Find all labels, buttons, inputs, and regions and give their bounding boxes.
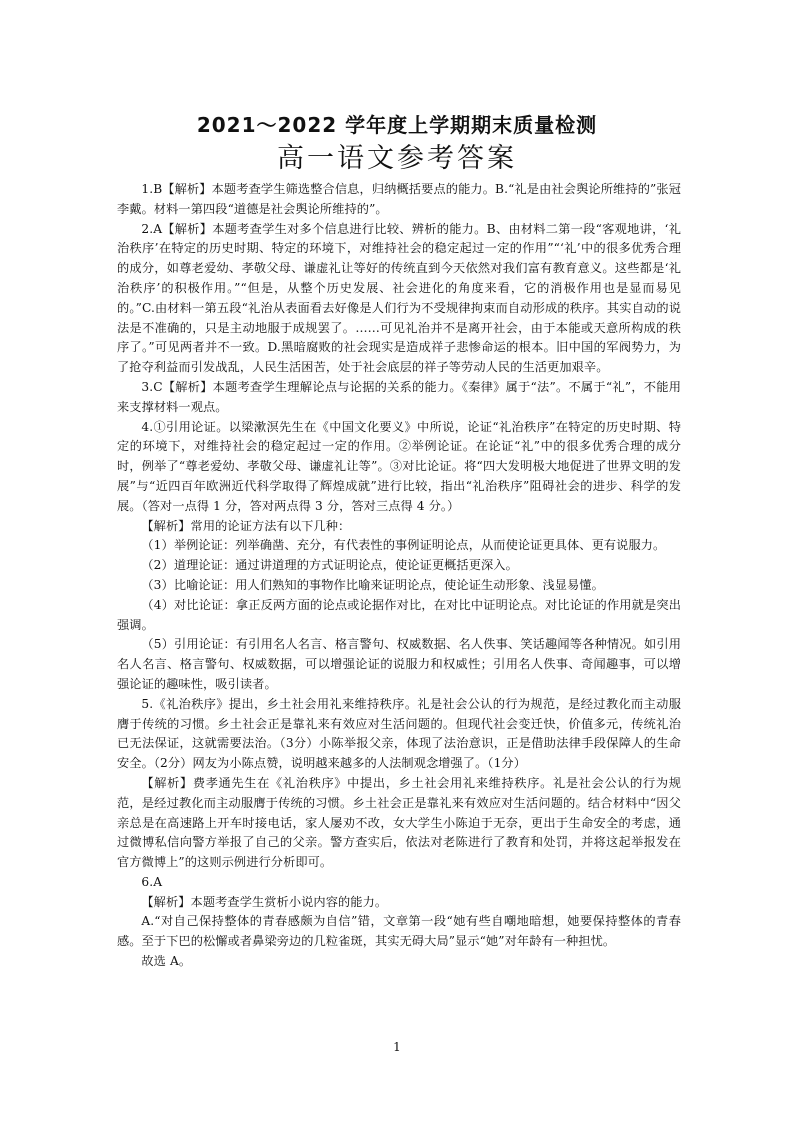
conclusion-line: 故选 A。 [141, 954, 192, 969]
method-item: （5）引用论证：有引用名人名言、格言警句、权威数据、名人佚事、笑话趣闻等各种情况。如引用名人名言、格言警句、权威数据，可以增强论证的说服力和权威性；引用名人佚事、奇闻趣事，可以增强论证的趣味性，吸引读者。 [117, 637, 681, 691]
analysis-heading: 【解析】本题考查学生赏析小说内容的能力。 [141, 894, 388, 909]
answer-body [117, 180, 681, 972]
document-title: 2021～2022 学年度上学期期末质量检测 [196, 113, 598, 137]
answer-paragraph: 2.A【解析】本题考查学生对多个信息进行比较、辨析的能力。B、由材料二第一段“客观地讲，‘礼治秩序’在特定的历史时期、特定的环境下，对维持社会的稳定起过一定的作用”“‘礼’中的很多优秀合理的成分，如尊老爱幼、孝敬父母、谦虚礼让等好的传统直到今天依然对我们富有教育意义。这些都是‘礼治秩序’的积极作用。”“但是，从整个历史发展、社会进化的角度来看，它的消极作用也是显而易见的。”C.由材料一第五段“礼治从表面看去好像是人们行为不受规律拘束而自动形成的秩序。其实自动的说法是不准确的，只是主动地服于成规罢了。……可见礼治并不是离开社会，由于本能或天意所构成的秩序了。”可见两者并不一致。D.黑暗腐败的社会现实是造成祥子悲惨命运的根本。旧中国的军阀势力，为了抢夺利益而引发战乱，人民生活困苦，处于社会底层的祥子等劳动人民的生活更加艰辛。 [117, 221, 681, 375]
document-subtitle: 高一语文参考答案 [277, 143, 517, 174]
answer-paragraph: 6.A [141, 874, 163, 889]
page-number: 1 [393, 1040, 401, 1054]
analysis-paragraph: 【解析】费孝通先生在《礼治秩序》中提出，乡土社会用礼来维持秩序。礼是社会公认的行为规范，是经过教化而主动服膺于传统的习惯。乡土社会正是靠礼来有效应对生活问题的。结合材料中“因父亲总是在高速路上开车时接电话，家人屡劝不改，女大学生小陈迫于无奈，更出于生命安全的考虑，通过微博私信向警方举报了自己的父亲。警方查实后，依法对老陈进行了教育和处罚，并将这起举报发在官方微博上”的这则示例进行分析即可。 [117, 775, 681, 870]
method-item: （1）举例论证：列举确凿、充分，有代表性的事例证明论点，从而使论证更具体、更有说服力。 [141, 538, 666, 553]
method-item: （3）比喻论证：用人们熟知的事物作比喻来证明论点，使论证生动形象、浅显易懂。 [141, 577, 604, 592]
analysis-heading: 【解析】常用的论证方法有以下几种： [141, 518, 351, 533]
answer-paragraph: 3.C【解析】本题考查学生理解论点与论据的关系的能力。《秦律》属于“法”。不属于“礼”，不能用来支撑材料一观点。 [117, 379, 681, 414]
answer-paragraph: 4.①引用论证。以梁漱溟先生在《中国文化要义》中所说，论证“礼治秩序”在特定的历史时期、特定的环境下，对维持社会的稳定起过一定的作用。②举例论证。在论证“礼”中的很多优秀合理的成分时，例举了“尊老爱幼、孝敬父母、谦虚礼让等”。③对比论证。将“四大发明极大地促进了世界文明的发展”与“近四百年欧洲近代科学取得了辉煌成就”进行比较，指出“礼治秩序”阻碍社会的进步、科学的发展。（答对一点得 1 分，答对两点得 3 分，答对三点得 4 分。） [117, 419, 681, 513]
answer-paragraph: 1.B【解析】本题考查学生筛选整合信息，归纳概括要点的能力。B.“礼是由社会舆论所维持的”张冠李戴。材料一第四段“道德是社会舆论所维持的”。 [117, 182, 681, 216]
method-item: （4）对比论证：拿正反两方面的论点或论据作对比，在对比中证明论点。对比论证的作用就是突出强调。 [117, 597, 681, 632]
analysis-paragraph: A.“对自己保持整体的青春感颇为自信”错，文章第一段“她有些自嘲地暗想，她要保持整体的青春感。至于下巴的松懈或者鼻梁旁边的几粒雀斑，其实无碍大局”显示“她”对年龄有一种担忧。 [117, 914, 681, 949]
answer-paragraph: 5.《礼治秩序》提出，乡土社会用礼来维持秩序。礼是社会公认的行为规范，是经过教化而主动服膺于传统的习惯。乡土社会正是靠礼来有效应对生活问题的。但现代社会变迁快，价值多元，传统礼治已无法保证，这就需要法治。（3分）小陈举报父亲，体现了法治意识，正是借助法律手段保障人的生命安全。（2分）网友为小陈点赞，说明越来越多的人法制观念增强了。（1分） [117, 696, 681, 771]
method-item: （2）道理论证：通过讲道理的方式证明论点，使论证更概括更深入。 [141, 558, 518, 573]
